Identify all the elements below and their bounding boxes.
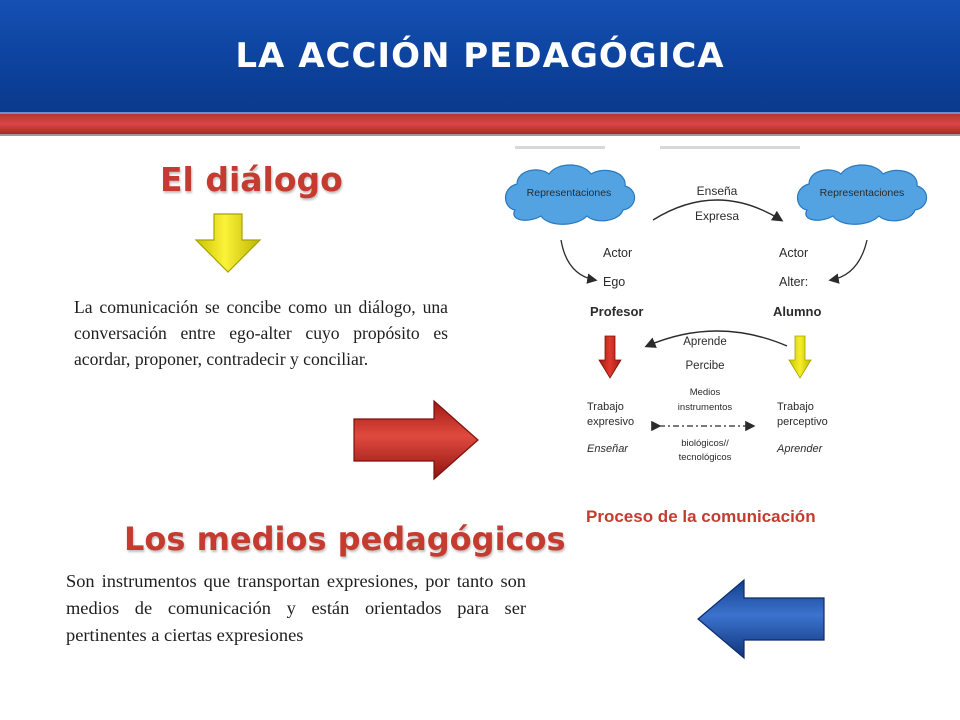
right-work-label-2: perceptivo (777, 416, 828, 428)
header-bar (0, 0, 960, 114)
right-action-label: Aprender (777, 443, 823, 455)
media-label-1: Medios (689, 387, 721, 398)
cloud-icon (798, 165, 927, 224)
header-red-stripe (0, 114, 960, 134)
back-arrow-label-1: Aprende (683, 336, 727, 348)
section-title-medios: Los medios pedagógicos (124, 520, 566, 558)
left-work-label-2: expresivo (587, 416, 635, 428)
right-curved-arrow (831, 240, 867, 280)
left-actor-label: Actor (603, 246, 633, 260)
diagram-caption: Proceso de la comunicación (586, 507, 816, 526)
media-label-3: biológicos// (681, 438, 729, 449)
arrow-right-red-icon (348, 397, 484, 483)
top-arrow-label-2: Expresa (694, 209, 740, 223)
medios-description: Son instrumentos que transportan expresiones, por tanto son medios de comunicación y están orientados para ser pertinentes a ciertas expresiones (66, 571, 526, 645)
dialogo-description: La comunicación se concibe como un diálogo, una conversación entre ego-alter cuyo propósito es acordar, proponer, contradecir y conciliar. (74, 297, 448, 369)
arrow-left-blue-icon (692, 576, 830, 662)
right-role-label: Alter: (779, 275, 809, 289)
section-title-dialogo: El diálogo (160, 160, 343, 199)
page-title: LA ACCIÓN PEDAGÓGICA (235, 36, 725, 76)
right-actor-label: Actor (779, 246, 809, 260)
cloud-right-label: Representaciones (819, 187, 905, 199)
top-arrow-label-1: Enseña (696, 184, 738, 198)
header-divider (0, 134, 960, 136)
left-role-label: Ego (603, 275, 626, 289)
red-down-arrow-icon (599, 336, 621, 378)
right-work-label-1: Trabajo (777, 401, 814, 413)
yellow-down-arrow-icon (789, 336, 811, 378)
arrow-down-yellow-icon (192, 212, 264, 276)
left-person-label: Profesor (590, 304, 644, 319)
media-label-4: tecnológicos (678, 452, 732, 463)
back-arrow-label-2: Percibe (685, 360, 725, 372)
right-person-label: Alumno (773, 304, 822, 319)
communication-process-diagram (495, 140, 935, 470)
left-curved-arrow (561, 240, 595, 280)
cloud-icon (506, 165, 635, 224)
left-work-label-1: Trabajo (587, 401, 624, 413)
left-action-label: Enseñar (587, 443, 628, 455)
media-label-2: instrumentos (677, 402, 733, 413)
cloud-left-label: Representaciones (526, 187, 612, 199)
